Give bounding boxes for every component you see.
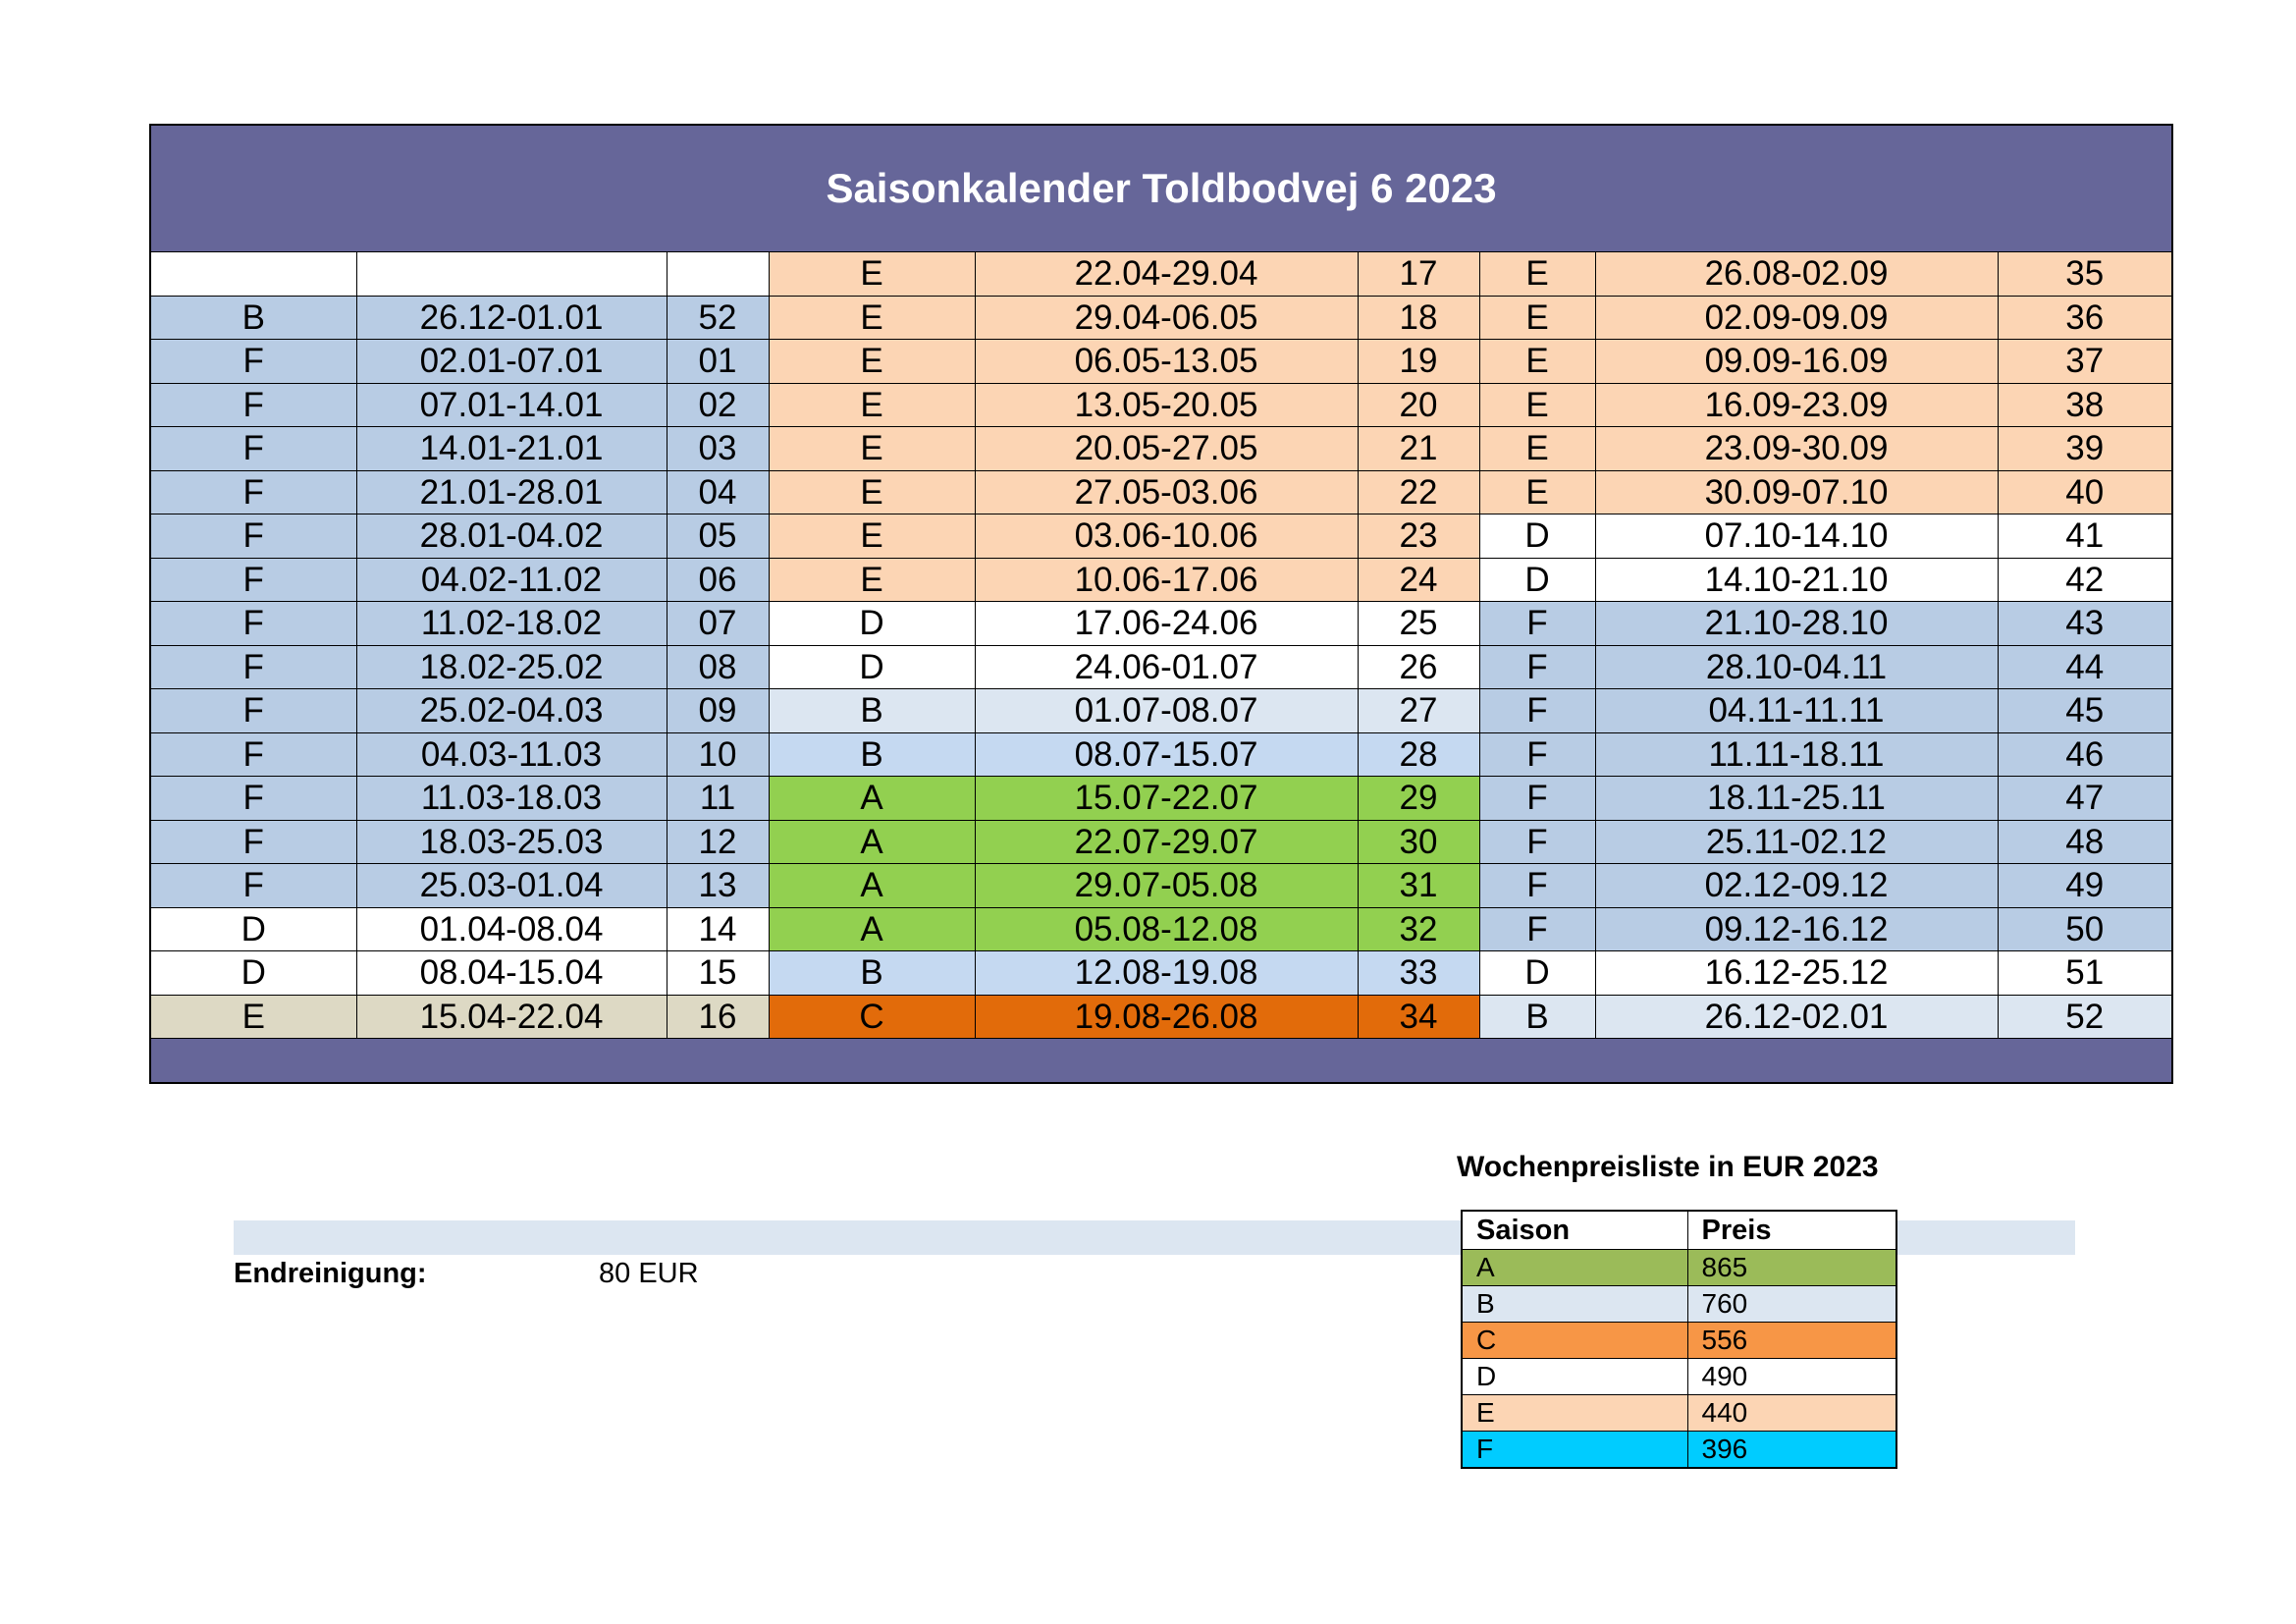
- season-cell: F: [1479, 689, 1595, 733]
- week-cell: 13: [667, 864, 769, 908]
- season-cell: C: [769, 995, 975, 1039]
- calendar-row: [150, 514, 2172, 559]
- season-cell: E: [1479, 296, 1595, 340]
- price-list-header-row: [1462, 1211, 1896, 1250]
- week-cell: 14: [667, 907, 769, 951]
- season-cell: F: [150, 383, 356, 427]
- week-cell: 44: [1998, 645, 2172, 689]
- calendar-row: [150, 340, 2172, 384]
- season-cell: F: [150, 820, 356, 864]
- season-cell: D: [1479, 558, 1595, 602]
- calendar-row: [150, 777, 2172, 821]
- calendar-row: [150, 296, 2172, 340]
- season-cell: E: [769, 383, 975, 427]
- dates-cell: 18.02-25.02: [356, 645, 667, 689]
- calendar-row: [150, 951, 2172, 996]
- week-cell: 45: [1998, 689, 2172, 733]
- dates-cell: 28.10-04.11: [1595, 645, 1998, 689]
- season-cell: D: [1479, 951, 1595, 996]
- season-cell: E: [1479, 252, 1595, 297]
- season-cell: F: [150, 864, 356, 908]
- price-season-cell: B: [1462, 1286, 1687, 1323]
- calendar-row: [150, 645, 2172, 689]
- dates-cell: 27.05-03.06: [975, 470, 1358, 514]
- season-cell: D: [150, 951, 356, 996]
- price-row: [1462, 1432, 1896, 1469]
- calendar-row: [150, 820, 2172, 864]
- week-cell: 39: [1998, 427, 2172, 471]
- price-price-cell: 760: [1687, 1286, 1896, 1323]
- dates-cell: 29.04-06.05: [975, 296, 1358, 340]
- week-cell: 27: [1358, 689, 1479, 733]
- cleaning-label: Endreinigung:: [234, 1258, 427, 1289]
- week-cell: 08: [667, 645, 769, 689]
- calendar-row: [150, 864, 2172, 908]
- season-cell: E: [150, 995, 356, 1039]
- price-list-heading: Wochenpreisliste in EUR 2023: [1457, 1151, 1879, 1183]
- price-season-cell: F: [1462, 1432, 1687, 1469]
- season-cell: E: [1479, 470, 1595, 514]
- season-cell: F: [1479, 732, 1595, 777]
- price-season-cell: A: [1462, 1250, 1687, 1286]
- season-cell: F: [150, 340, 356, 384]
- season-cell: F: [1479, 645, 1595, 689]
- dates-cell: 06.05-13.05: [975, 340, 1358, 384]
- price-row: [1462, 1250, 1896, 1286]
- week-cell: 41: [1998, 514, 2172, 559]
- season-cell: F: [150, 732, 356, 777]
- calendar-row: [150, 602, 2172, 646]
- season-cell: F: [150, 645, 356, 689]
- season-cell: F: [150, 514, 356, 559]
- week-cell: 52: [667, 296, 769, 340]
- week-cell: 50: [1998, 907, 2172, 951]
- dates-cell: 01.07-08.07: [975, 689, 1358, 733]
- season-cell: E: [1479, 340, 1595, 384]
- dates-cell: 28.01-04.02: [356, 514, 667, 559]
- season-cell: A: [769, 907, 975, 951]
- cleaning-value: 80 EUR: [599, 1258, 699, 1289]
- season-cell: B: [1479, 995, 1595, 1039]
- dates-cell: 14.10-21.10: [1595, 558, 1998, 602]
- dates-cell: 18.11-25.11: [1595, 777, 1998, 821]
- price-price-cell: 556: [1687, 1323, 1896, 1359]
- price-row: [1462, 1359, 1896, 1395]
- dates-cell: 20.05-27.05: [975, 427, 1358, 471]
- season-cell: E: [769, 514, 975, 559]
- season-cell: D: [1479, 514, 1595, 559]
- dates-cell: 09.12-16.12: [1595, 907, 1998, 951]
- price-row: [1462, 1323, 1896, 1359]
- week-cell: 25: [1358, 602, 1479, 646]
- week-cell: 32: [1358, 907, 1479, 951]
- week-cell: 22: [1358, 470, 1479, 514]
- dates-cell: 12.08-19.08: [975, 951, 1358, 996]
- dates-cell: 11.03-18.03: [356, 777, 667, 821]
- dates-cell: 14.01-21.01: [356, 427, 667, 471]
- dates-cell: 03.06-10.06: [975, 514, 1358, 559]
- season-cell: E: [769, 558, 975, 602]
- dates-cell: 15.04-22.04: [356, 995, 667, 1039]
- dates-cell: 13.05-20.05: [975, 383, 1358, 427]
- week-cell: 23: [1358, 514, 1479, 559]
- week-cell: 33: [1358, 951, 1479, 996]
- dates-cell: 25.03-01.04: [356, 864, 667, 908]
- week-cell: 07: [667, 602, 769, 646]
- season-cell: E: [769, 252, 975, 297]
- week-cell: 48: [1998, 820, 2172, 864]
- week-cell: 52: [1998, 995, 2172, 1039]
- price-list-table: [1461, 1210, 1897, 1469]
- week-cell: 24: [1358, 558, 1479, 602]
- dates-cell: 08.07-15.07: [975, 732, 1358, 777]
- price-season-cell: D: [1462, 1359, 1687, 1395]
- dates-cell: 24.06-01.07: [975, 645, 1358, 689]
- season-cell: F: [1479, 777, 1595, 821]
- season-cell: B: [769, 732, 975, 777]
- dates-cell: 05.08-12.08: [975, 907, 1358, 951]
- season-cell: F: [150, 777, 356, 821]
- week-cell: 47: [1998, 777, 2172, 821]
- week-cell: 11: [667, 777, 769, 821]
- week-cell: 31: [1358, 864, 1479, 908]
- season-cell: D: [150, 907, 356, 951]
- dates-cell: 15.07-22.07: [975, 777, 1358, 821]
- season-cell: E: [769, 427, 975, 471]
- price-price-cell: 490: [1687, 1359, 1896, 1395]
- dates-cell: [356, 252, 667, 297]
- week-cell: 36: [1998, 296, 2172, 340]
- season-cell: B: [150, 296, 356, 340]
- season-cell: D: [769, 602, 975, 646]
- week-cell: 12: [667, 820, 769, 864]
- week-cell: 02: [667, 383, 769, 427]
- calendar-row: [150, 558, 2172, 602]
- week-cell: 42: [1998, 558, 2172, 602]
- dates-cell: 16.09-23.09: [1595, 383, 1998, 427]
- dates-cell: 09.09-16.09: [1595, 340, 1998, 384]
- season-cell: F: [1479, 907, 1595, 951]
- week-cell: 35: [1998, 252, 2172, 297]
- dates-cell: 29.07-05.08: [975, 864, 1358, 908]
- week-cell: 10: [667, 732, 769, 777]
- calendar-row: [150, 907, 2172, 951]
- season-cell: F: [150, 689, 356, 733]
- dates-cell: 10.06-17.06: [975, 558, 1358, 602]
- season-cell: A: [769, 820, 975, 864]
- season-cell: B: [769, 689, 975, 733]
- dates-cell: 04.02-11.02: [356, 558, 667, 602]
- season-cell: B: [769, 951, 975, 996]
- dates-cell: 26.08-02.09: [1595, 252, 1998, 297]
- price-price-cell: 440: [1687, 1395, 1896, 1432]
- calendar-row: [150, 995, 2172, 1039]
- dates-cell: 26.12-02.01: [1595, 995, 1998, 1039]
- season-cell: F: [150, 558, 356, 602]
- week-cell: 51: [1998, 951, 2172, 996]
- dates-cell: 01.04-08.04: [356, 907, 667, 951]
- season-cell: E: [1479, 427, 1595, 471]
- week-cell: 37: [1998, 340, 2172, 384]
- price-season-cell: C: [1462, 1323, 1687, 1359]
- week-cell: 49: [1998, 864, 2172, 908]
- week-cell: [667, 252, 769, 297]
- calendar-footer-row: [150, 1039, 2172, 1084]
- dates-cell: 25.11-02.12: [1595, 820, 1998, 864]
- week-cell: 03: [667, 427, 769, 471]
- season-cell: F: [150, 470, 356, 514]
- price-price-cell: 396: [1687, 1432, 1896, 1469]
- calendar-title: Saisonkalender Toldbodvej 6 2023: [150, 125, 2172, 252]
- week-cell: 28: [1358, 732, 1479, 777]
- week-cell: 38: [1998, 383, 2172, 427]
- week-cell: 01: [667, 340, 769, 384]
- season-cell: F: [150, 602, 356, 646]
- price-price-cell: 865: [1687, 1250, 1896, 1286]
- week-cell: 46: [1998, 732, 2172, 777]
- season-cell: A: [769, 864, 975, 908]
- week-cell: 40: [1998, 470, 2172, 514]
- calendar-row: [150, 252, 2172, 297]
- calendar-footer-bar: [150, 1039, 2172, 1084]
- week-cell: 19: [1358, 340, 1479, 384]
- dates-cell: 26.12-01.01: [356, 296, 667, 340]
- season-cell: F: [1479, 820, 1595, 864]
- season-cell: E: [769, 340, 975, 384]
- dates-cell: 22.07-29.07: [975, 820, 1358, 864]
- week-cell: 04: [667, 470, 769, 514]
- price-season-cell: E: [1462, 1395, 1687, 1432]
- season-cell: A: [769, 777, 975, 821]
- week-cell: 21: [1358, 427, 1479, 471]
- dates-cell: 02.12-09.12: [1595, 864, 1998, 908]
- week-cell: 29: [1358, 777, 1479, 821]
- week-cell: 20: [1358, 383, 1479, 427]
- price-row: [1462, 1286, 1896, 1323]
- season-cell: F: [150, 427, 356, 471]
- price-header-price: Preis: [1687, 1211, 1896, 1250]
- calendar-row: [150, 732, 2172, 777]
- dates-cell: 22.04-29.04: [975, 252, 1358, 297]
- calendar-row: [150, 383, 2172, 427]
- dates-cell: 21.01-28.01: [356, 470, 667, 514]
- dates-cell: 07.01-14.01: [356, 383, 667, 427]
- calendar-row: [150, 689, 2172, 733]
- week-cell: 16: [667, 995, 769, 1039]
- week-cell: 15: [667, 951, 769, 996]
- season-cell: D: [769, 645, 975, 689]
- dates-cell: 18.03-25.03: [356, 820, 667, 864]
- dates-cell: 30.09-07.10: [1595, 470, 1998, 514]
- season-cell: E: [769, 296, 975, 340]
- season-cell: F: [1479, 864, 1595, 908]
- dates-cell: 11.02-18.02: [356, 602, 667, 646]
- season-cell: E: [769, 470, 975, 514]
- season-cell: E: [1479, 383, 1595, 427]
- calendar-row: [150, 470, 2172, 514]
- week-cell: 30: [1358, 820, 1479, 864]
- dates-cell: 17.06-24.06: [975, 602, 1358, 646]
- price-row: [1462, 1395, 1896, 1432]
- week-cell: 26: [1358, 645, 1479, 689]
- dates-cell: 04.03-11.03: [356, 732, 667, 777]
- price-header-season: Saison: [1462, 1211, 1687, 1250]
- week-cell: 05: [667, 514, 769, 559]
- dates-cell: 23.09-30.09: [1595, 427, 1998, 471]
- dates-cell: 11.11-18.11: [1595, 732, 1998, 777]
- week-cell: 34: [1358, 995, 1479, 1039]
- dates-cell: 08.04-15.04: [356, 951, 667, 996]
- dates-cell: 07.10-14.10: [1595, 514, 1998, 559]
- dates-cell: 25.02-04.03: [356, 689, 667, 733]
- season-cell: [150, 252, 356, 297]
- calendar-row: [150, 427, 2172, 471]
- dates-cell: 02.09-09.09: [1595, 296, 1998, 340]
- dates-cell: 02.01-07.01: [356, 340, 667, 384]
- week-cell: 18: [1358, 296, 1479, 340]
- week-cell: 09: [667, 689, 769, 733]
- dates-cell: 04.11-11.11: [1595, 689, 1998, 733]
- dates-cell: 19.08-26.08: [975, 995, 1358, 1039]
- week-cell: 06: [667, 558, 769, 602]
- week-cell: 17: [1358, 252, 1479, 297]
- season-cell: F: [1479, 602, 1595, 646]
- dates-cell: 21.10-28.10: [1595, 602, 1998, 646]
- calendar-title-row: [150, 125, 2172, 252]
- dates-cell: 16.12-25.12: [1595, 951, 1998, 996]
- week-cell: 43: [1998, 602, 2172, 646]
- season-calendar-table: [149, 124, 2173, 1084]
